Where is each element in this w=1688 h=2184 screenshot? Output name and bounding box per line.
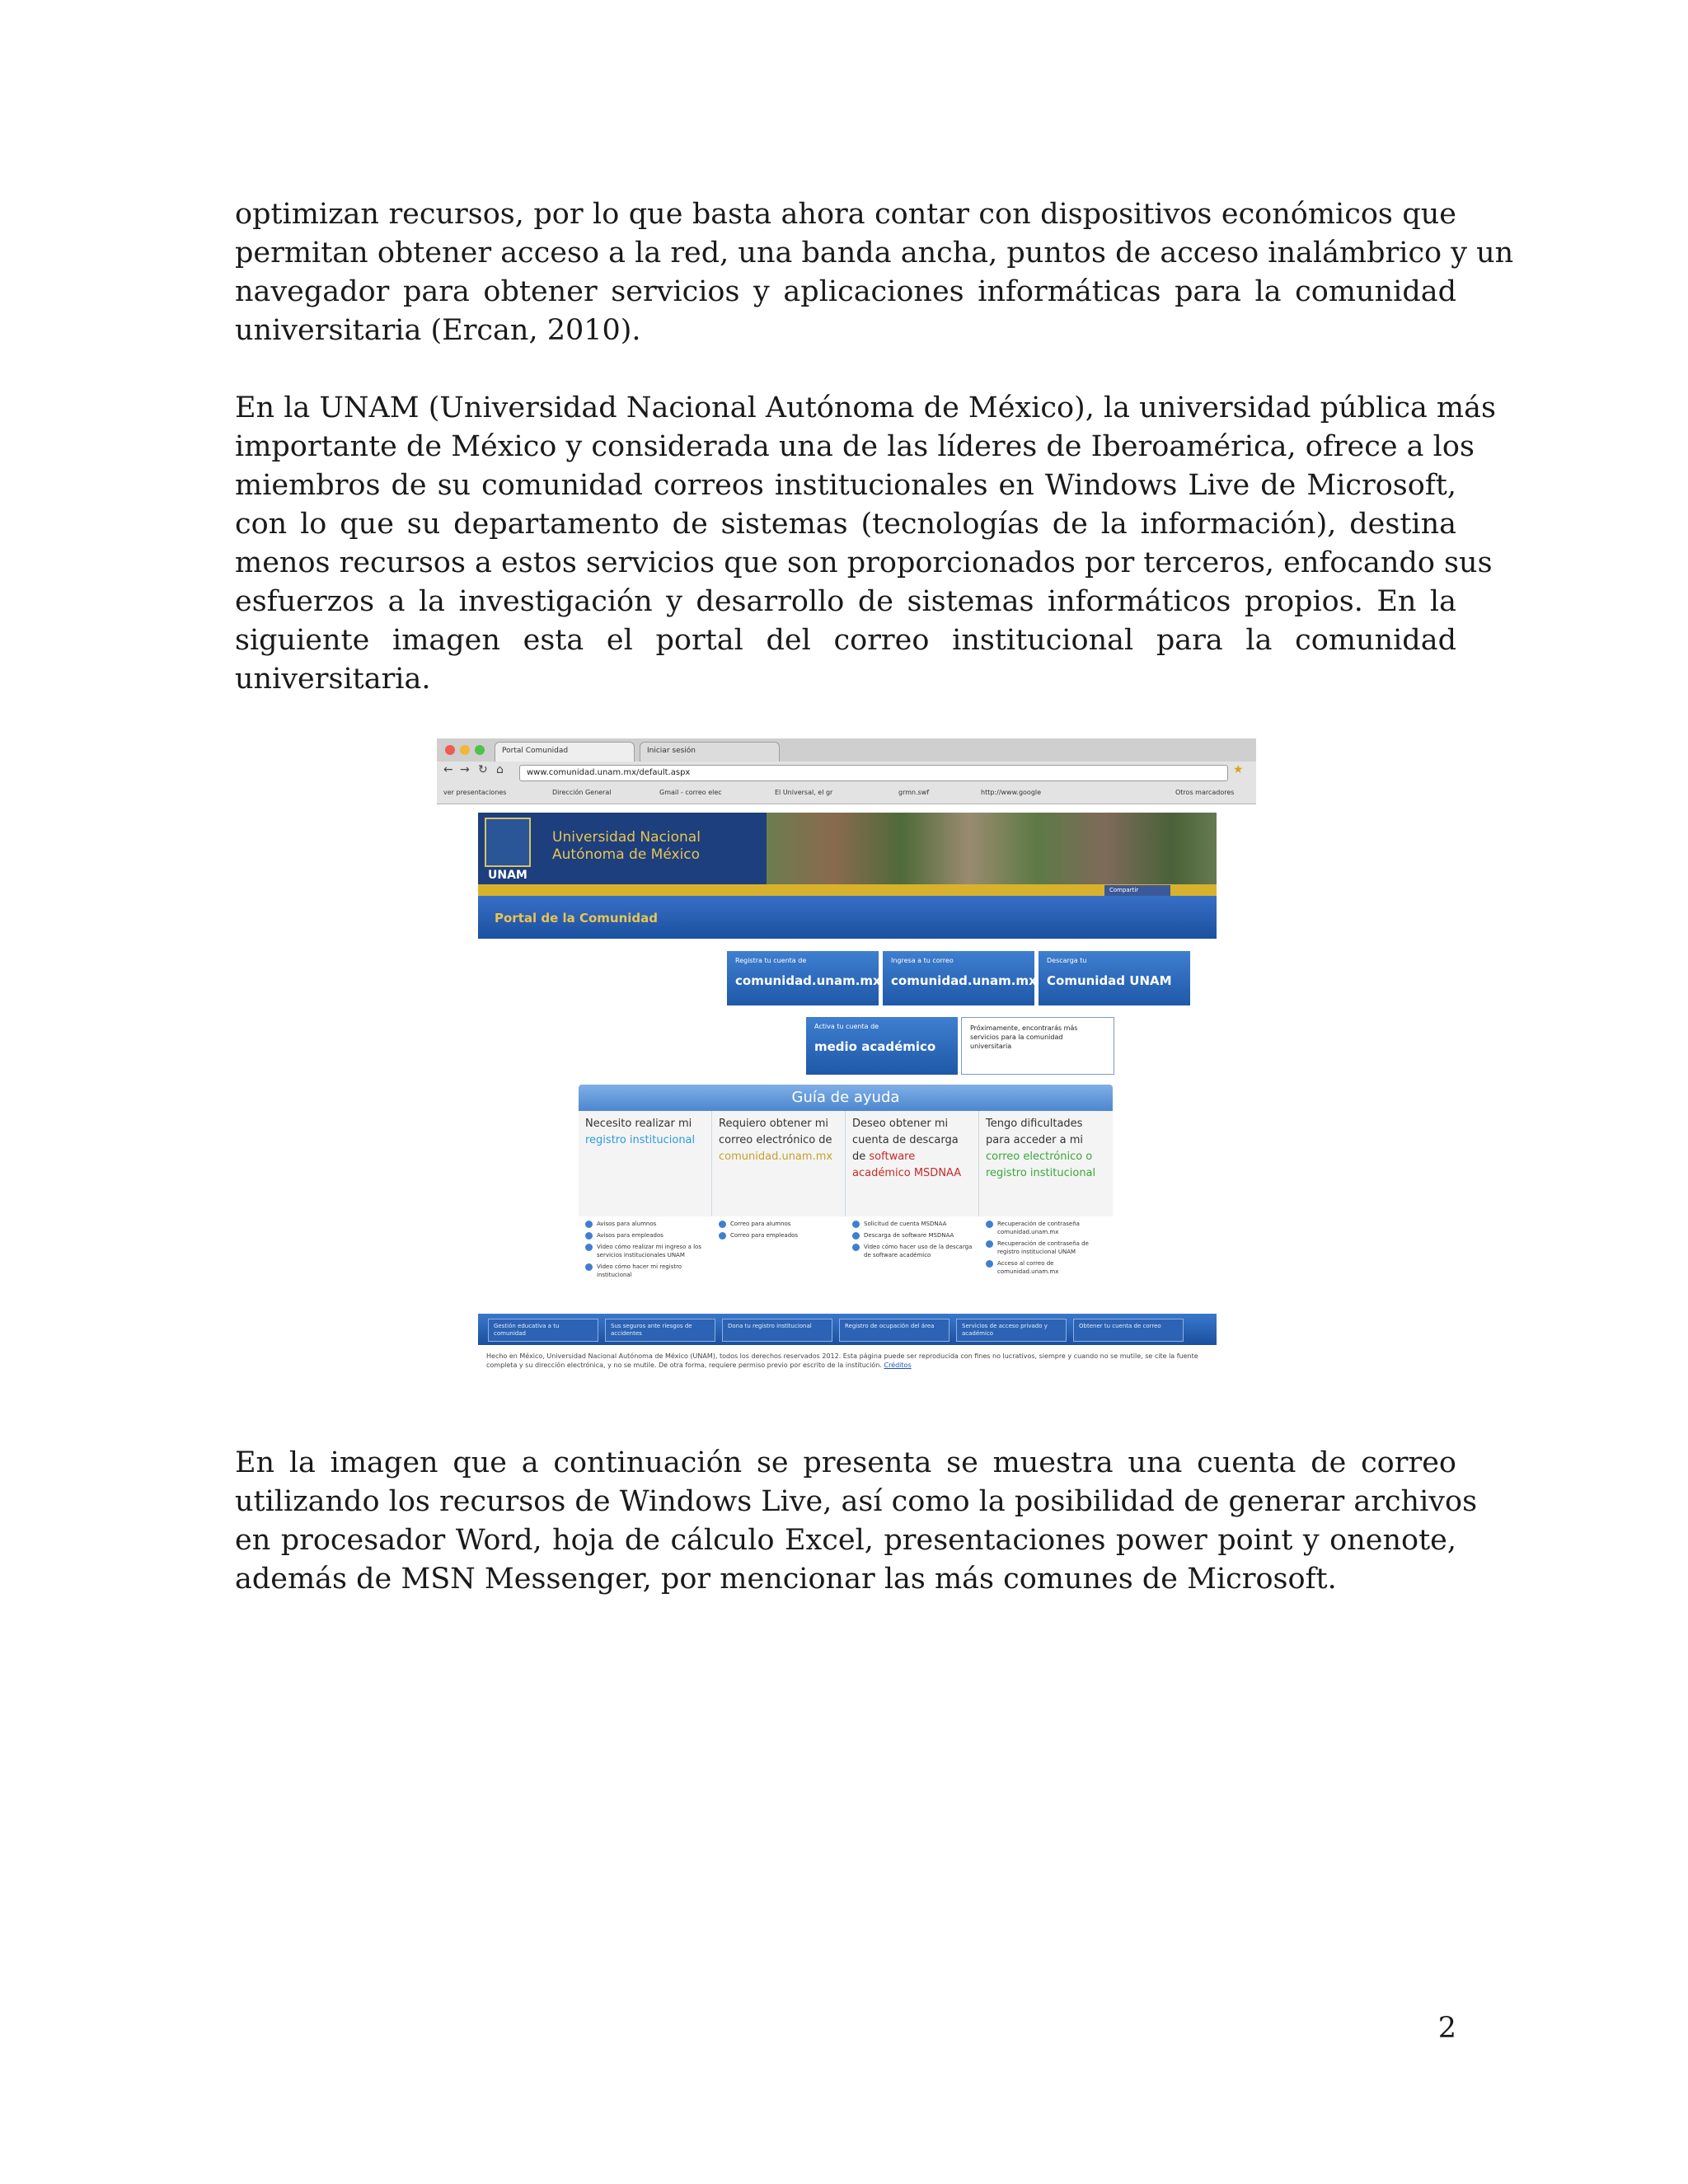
- bookmark-item[interactable]: Otros marcadores: [1175, 789, 1235, 796]
- tile-caption: Descarga tu: [1047, 957, 1087, 964]
- text-line: universitaria.: [235, 663, 431, 696]
- portal-title[interactable]: Portal de la Comunidad: [495, 911, 659, 926]
- help-link[interactable]: Acceso al correo de comunidad.unam.mx: [997, 1259, 1106, 1276]
- help-links: [979, 1216, 1113, 1307]
- bookmark-item[interactable]: http://www.google: [981, 789, 1042, 796]
- help-link[interactable]: Solicitud de cuenta MSDNAA: [864, 1220, 973, 1228]
- help-column: [979, 1111, 1113, 1216]
- text-line: navegador para obtener servicios y aplicaciones informáticas para la comunidad: [235, 275, 1456, 308]
- bookmark-item[interactable]: Gmail - correo elec: [659, 789, 722, 796]
- footer-service-button[interactable]: Gestión educativa a tu comunidad: [488, 1319, 598, 1342]
- tile-caption: Registra tu cuenta de: [735, 957, 807, 964]
- text-line: optimizan recursos, por lo que basta ahora contar con dispositivos económicos que: [235, 198, 1456, 231]
- paragraph-2: [235, 389, 1496, 699]
- tile-title: comunidad.unam.mx: [735, 973, 881, 988]
- tile-caption: Activa tu cuenta de: [814, 1023, 879, 1030]
- text-line: además de MSN Messenger, por mencionar las más comunes de Microsoft.: [235, 1563, 1337, 1596]
- legal-notice: [486, 1352, 1212, 1370]
- tile-title: comunidad.unam.mx: [891, 973, 1037, 988]
- bookmark-item[interactable]: ver presentaciones: [443, 789, 507, 796]
- text-line: en procesador Word, hoja de cálculo Excel, presentaciones power point y onenote,: [235, 1524, 1456, 1557]
- reload-icon[interactable]: ↻: [478, 763, 488, 776]
- coming-soon-box: Próximamente, encontrarás más servicios para la comunidad universitaria: [961, 1017, 1114, 1075]
- help-link[interactable]: Correo para alumnos: [730, 1220, 839, 1228]
- address-bar[interactable]: www.comunidad.unam.mx/default.aspx: [519, 765, 1228, 781]
- help-column: [712, 1111, 846, 1216]
- bookmarks-bar: [437, 785, 1256, 803]
- text-line: permitan obtener acceso a la red, una banda ancha, puntos de acceso inalámbrico y un: [235, 237, 1514, 269]
- help-link[interactable]: Video cómo hacer mi registro institucional: [597, 1263, 706, 1279]
- browser-tab-login[interactable]: Iniciar sesión: [640, 742, 780, 762]
- help-link[interactable]: Avisos para alumnos: [597, 1220, 706, 1228]
- help-column-link[interactable]: correo electrónico o registro institucional: [986, 1151, 1096, 1179]
- help-link[interactable]: Correo para empleados: [730, 1231, 839, 1240]
- forward-arrow-icon[interactable]: →: [460, 763, 470, 776]
- text-line: universitaria (Ercan, 2010).: [235, 314, 641, 347]
- help-column-text: Tengo dificultades para acceder a mi: [986, 1118, 1084, 1146]
- help-link[interactable]: Video cómo realizar mi ingreso a los servicios institucionales UNAM: [597, 1243, 706, 1259]
- help-links: [712, 1216, 846, 1307]
- help-column: [846, 1111, 979, 1216]
- text-line: importante de México y considerada una de las líderes de Iberoamérica, ofrece a los: [235, 430, 1475, 463]
- bookmark-star-icon[interactable]: ★: [1233, 763, 1244, 776]
- tile-register-account[interactable]: [727, 951, 879, 1005]
- help-column-link[interactable]: comunidad.unam.mx: [719, 1151, 833, 1163]
- footer-service-button[interactable]: Registro de ocupación del área: [839, 1319, 950, 1342]
- tile-open-mail[interactable]: [883, 951, 1037, 1005]
- tile-activate-academic[interactable]: [806, 1017, 958, 1075]
- help-link[interactable]: Descarga de software MSDNAA: [864, 1231, 973, 1240]
- help-column-link[interactable]: registro institucional: [585, 1134, 696, 1146]
- help-guide-header: Guía de ayuda: [579, 1085, 1113, 1111]
- header-photo: [767, 813, 1217, 884]
- footer-service-button[interactable]: Servicios de acceso privado y académico: [956, 1319, 1067, 1342]
- footer-service-button[interactable]: Obtener tu cuenta de correo: [1073, 1319, 1184, 1342]
- text-line: miembros de su comunidad correos institucionales en Windows Live de Microsoft,: [235, 469, 1456, 502]
- legal-text: Hecho en México, Universidad Nacional Autónoma de México (UNAM), todos los derechos reservados 2012. Esta página puede ser reproducida con fines no lucrativos, siempre y cuando no se mutile, se cite la fuente completa y su dirección electrónica, y no se mutile. De otra forma, requiere permiso previo por escrito de la institución.: [486, 1352, 1198, 1369]
- text-line: esfuerzos a la investigación y desarrollo de sistemas informáticos propios. En la: [235, 585, 1456, 618]
- tile-title: medio académico: [814, 1039, 936, 1054]
- help-column-text: Deseo obtener mi cuenta de descarga de: [852, 1118, 959, 1163]
- text-line: con lo que su departamento de sistemas (tecnologías de la información), destina: [235, 508, 1456, 541]
- university-name: Universidad Nacional Autónoma de México: [552, 829, 701, 863]
- bookmark-item[interactable]: grmn.swf: [898, 789, 930, 796]
- help-links: [846, 1216, 979, 1307]
- bookmark-item[interactable]: Dirección General: [552, 789, 612, 796]
- help-link[interactable]: Video cómo hacer uso de la descarga de software académico: [864, 1244, 973, 1258]
- back-arrow-icon[interactable]: ←: [443, 763, 453, 776]
- help-links: [579, 1216, 712, 1307]
- text-line: siguiente imagen esta el portal del correo institucional para la comunidad: [235, 624, 1456, 657]
- unam-logo-text: UNAM: [488, 869, 528, 882]
- tile-title: Comunidad UNAM: [1047, 973, 1172, 988]
- paragraph-3: [235, 1444, 1478, 1599]
- text-line: utilizando los recursos de Windows Live, así como la posibilidad de generar archivos: [235, 1485, 1478, 1518]
- footer-service-button[interactable]: Sus seguros ante riesgos de accidentes: [605, 1319, 715, 1342]
- bookmark-item[interactable]: El Universal, el gr: [775, 789, 833, 796]
- close-window-icon[interactable]: [445, 745, 455, 755]
- text-line: En la UNAM (Universidad Nacional Autónoma de México), la universidad pública más: [235, 391, 1496, 424]
- browser-tab-portal[interactable]: Portal Comunidad: [495, 742, 635, 762]
- help-link[interactable]: Avisos para empleados: [597, 1231, 706, 1240]
- help-column-text: Necesito realizar mi: [585, 1118, 692, 1130]
- help-column-text: Requiero obtener mi correo electrónico de: [719, 1118, 832, 1146]
- tile-caption: Ingresa a tu correo: [891, 957, 954, 964]
- unam-crest-icon: [485, 818, 531, 867]
- home-icon[interactable]: ⌂: [496, 763, 504, 776]
- share-button[interactable]: Compartir: [1104, 885, 1170, 896]
- help-link[interactable]: Recuperación de contraseña de registro institucional UNAM: [997, 1240, 1106, 1256]
- footer-service-button[interactable]: Dona tu registro institucional: [722, 1319, 832, 1342]
- text-line: En la imagen que a continuación se presenta se muestra una cuenta de correo: [235, 1446, 1456, 1479]
- text-line: menos recursos a estos servicios que son proporcionados por terceros, enfocando sus: [235, 546, 1493, 579]
- help-column: [579, 1111, 712, 1216]
- paragraph-1: [235, 195, 1514, 350]
- help-link[interactable]: Recuperación de contraseña comunidad.unam.mx: [997, 1220, 1106, 1236]
- minimize-window-icon[interactable]: [460, 745, 470, 755]
- credits-link[interactable]: Créditos: [884, 1361, 912, 1369]
- tile-download[interactable]: [1039, 951, 1190, 1005]
- help-column-link[interactable]: software académico MSDNAA: [852, 1151, 962, 1179]
- portal-screenshot-figure: [437, 738, 1256, 1386]
- maximize-window-icon[interactable]: [475, 745, 485, 755]
- page-number: 2: [1437, 2012, 1456, 2045]
